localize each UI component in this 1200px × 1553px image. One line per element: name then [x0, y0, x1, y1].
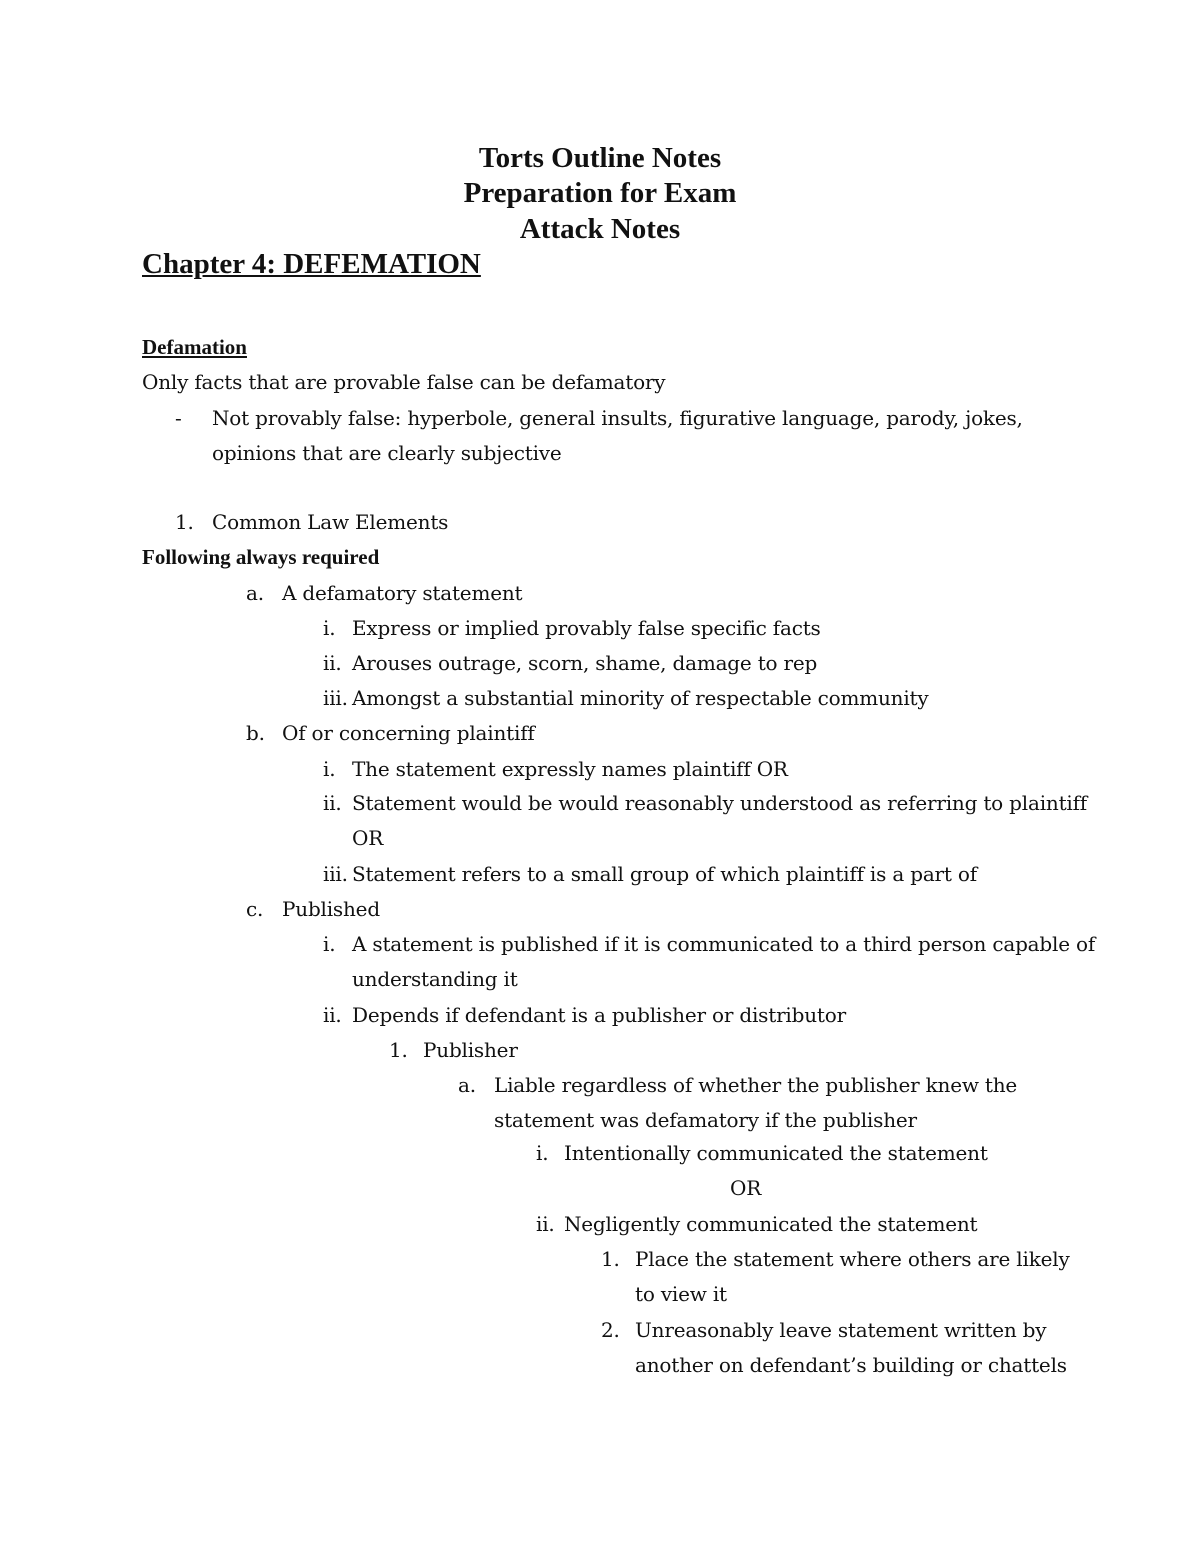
list-item: Arouses outrage, scorn, shame, damage to rep	[352, 651, 818, 675]
list-marker: 1.	[175, 510, 194, 534]
list-item: Intentionally communicated the statement	[564, 1141, 988, 1165]
list-marker: 1.	[389, 1038, 408, 1062]
list-item: Amongst a substantial minority of respectable community	[352, 686, 929, 710]
dash-item-line: opinions that are clearly subjective	[212, 441, 562, 465]
dash-item-line: Not provably false: hyperbole, general insults, figurative language, parody, jokes,	[212, 406, 1023, 430]
chapter-heading: Chapter 4: DEFEMATION	[142, 248, 481, 280]
list-item: Place the statement where others are likely	[635, 1247, 1070, 1271]
list-marker: 2.	[601, 1318, 620, 1342]
list-marker: 1.	[601, 1247, 620, 1271]
list-marker: b.	[246, 721, 265, 745]
list-marker: ii.	[323, 651, 342, 675]
list-marker: ii.	[536, 1212, 555, 1236]
list-marker: a.	[246, 581, 264, 605]
list-marker: c.	[246, 897, 264, 921]
list-item: The statement expressly names plaintiff OR	[352, 757, 788, 781]
list-marker: i.	[536, 1141, 549, 1165]
list-item: A defamatory statement	[282, 581, 523, 605]
document-subtitle-2: Attack Notes	[519, 213, 681, 245]
list-marker: i.	[323, 757, 336, 781]
document-subtitle: Preparation for Exam	[463, 177, 737, 209]
list-item: Depends if defendant is a publisher or distributor	[352, 1003, 846, 1027]
list-marker: iii.	[323, 862, 348, 886]
list-item: Statement would be would reasonably understood as referring to plaintiff	[352, 791, 1088, 815]
list-marker: iii.	[323, 686, 348, 710]
dash-marker: -	[175, 406, 182, 430]
section-heading: Defamation	[142, 335, 247, 359]
subheading: Following always required	[142, 545, 380, 569]
list-marker: a.	[458, 1073, 476, 1097]
list-item: statement was defamatory if the publisher	[494, 1108, 917, 1132]
list-item: Liable regardless of whether the publisher knew the	[494, 1073, 1018, 1097]
list-marker: i.	[323, 616, 336, 640]
document-title: Torts Outline Notes	[478, 142, 722, 174]
or-separator: OR	[730, 1176, 762, 1200]
list-item: A statement is published if it is communicated to a third person capable of	[352, 932, 1096, 956]
list-item: another on defendant’s building or chattels	[635, 1353, 1067, 1377]
list-item: Express or implied provably false specific facts	[352, 616, 821, 640]
list-item: Of or concerning plaintiff	[282, 721, 535, 745]
list-item: Statement refers to a small group of which plaintiff is a part of	[352, 862, 977, 886]
intro-text: Only facts that are provable false can be defamatory	[142, 370, 666, 394]
list-item: OR	[352, 826, 384, 850]
list-item: Publisher	[423, 1038, 518, 1062]
list-marker: i.	[323, 932, 336, 956]
list-item: to view it	[635, 1282, 727, 1306]
list-item: Negligently communicated the statement	[564, 1212, 978, 1236]
list-item: Published	[282, 897, 380, 921]
list-item: Common Law Elements	[212, 510, 449, 534]
list-item: Unreasonably leave statement written by	[635, 1318, 1047, 1342]
list-marker: ii.	[323, 791, 342, 815]
list-marker: ii.	[323, 1003, 342, 1027]
list-item: understanding it	[352, 967, 518, 991]
